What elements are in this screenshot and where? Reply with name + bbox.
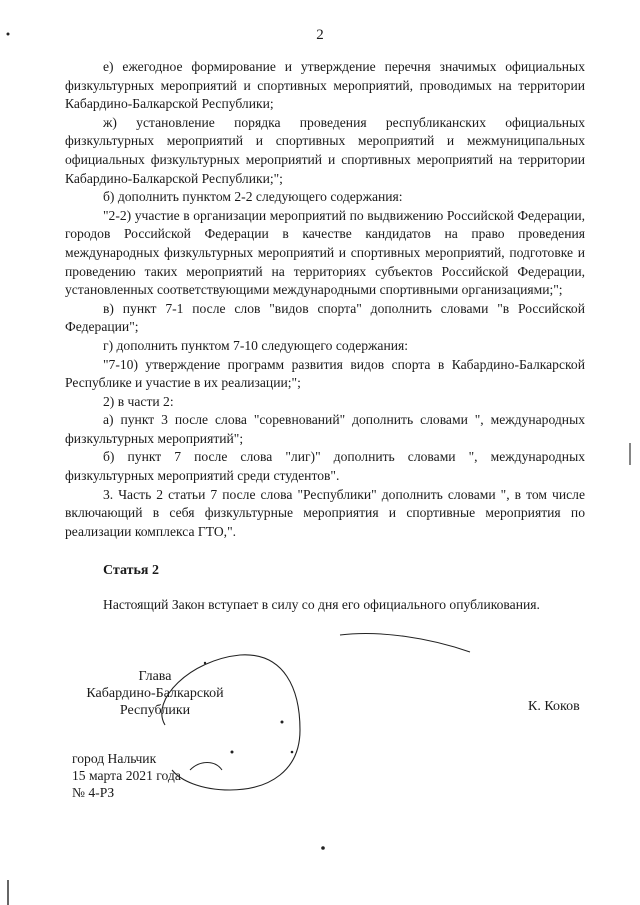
paragraph-v: в) пункт 7-1 после слов "видов спорта" дополнить словами "в Российской Федерации";: [65, 300, 585, 335]
article-text: [65, 595, 585, 614]
paragraph-e: е) ежегодное формирование и утверждение перечня значимых официальных физкультурных мероприятий и спортивных мероприятий, проводимых на территории Кабардино-Балкарской Республики;: [65, 59, 585, 112]
signatory-title-line1: Глава: [138, 669, 172, 684]
paragraph-zh: ж) установление порядка проведения республиканских официальных физкультурных мероприятий и спортивных мероприятий и межмуниципальных официальных физкультурных мероприятий и спортивных мероприятий на территории Кабардино-Балкарской Республики;";: [65, 114, 585, 186]
paragraph-2-2: "2-2) участие в организации мероприятий по выдвижению Российской Федерации, городов Российской Федерации в качестве кандидатов на право проведения международных физкультурных мероприятий и спортивных мероприятий, подготовке и проведению таких мероприятий на территориях субъектов Российской Федерации, установленных соответствующими международными спортивными организациями;";: [65, 207, 585, 298]
article-paragraph: Настоящий Закон вступает в силу со дня его официального опубликования.: [103, 597, 540, 612]
page-number: 2: [316, 27, 324, 43]
dot-2: [281, 721, 284, 724]
law-number: № 4-РЗ: [72, 785, 115, 800]
bottom-dot: [321, 846, 325, 850]
dot-1: [231, 751, 234, 754]
paragraph-b: б) дополнить пунктом 2-2 следующего содержания:: [103, 189, 403, 205]
paragraph-3: 3. Часть 2 статьи 7 после слова "Республики" дополнить словами ", в том числе включающий в себя физкультурные мероприятия и спортивные мероприятия по реализации комплекса ГТО,".: [65, 486, 585, 539]
date: 15 марта 2021 года: [72, 768, 181, 783]
signatory-title: [75, 668, 235, 719]
place-date-block: [72, 750, 181, 801]
signatory-title-line2: Кабардино-Балкарской: [86, 686, 224, 701]
paragraph-g: г) дополнить пунктом 7-10 следующего содержания:: [103, 337, 409, 353]
signatory-title-line3: Республики: [119, 703, 191, 718]
law-body: [65, 58, 585, 541]
article-heading: Статья 2: [103, 563, 159, 578]
signature-tail: [190, 763, 222, 771]
paragraph-part-2: 2) в части 2:: [103, 393, 174, 409]
city: город Нальчик: [72, 751, 157, 766]
signatory-name: К. Коков: [528, 699, 580, 714]
dot-3: [291, 751, 294, 754]
paragraph-7-10: "7-10) утверждение программ развития видов спорта в Кабардино-Балкарской Республике и участие в их реализации;";: [65, 356, 585, 391]
paragraph-a: а) пункт 3 после слова "соревнований" дополнить словами ", международных физкультурных мероприятий";: [65, 412, 585, 446]
paragraph-b-7: б) пункт 7 после слова "лиг)" дополнить словами ", международных физкультурных мероприятий среди студентов".: [65, 449, 585, 484]
dot-4: [204, 662, 206, 664]
signature-stroke: [340, 634, 470, 652]
